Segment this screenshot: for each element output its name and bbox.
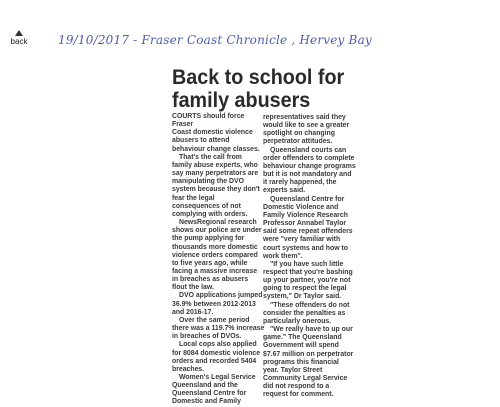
body-line: spotlight on changing bbox=[263, 130, 335, 138]
body-line: Queensland and the bbox=[172, 382, 238, 390]
body-line: Queensland courts can bbox=[270, 146, 347, 154]
body-line: Over the same period bbox=[179, 316, 250, 324]
body-line: breaches. bbox=[172, 365, 205, 373]
body-line: behaviour change classes. bbox=[172, 145, 260, 153]
body-line: there was a 119.7% increase bbox=[172, 325, 265, 333]
body-line: work them". bbox=[263, 252, 303, 260]
body-line: Queensland Centre for bbox=[172, 390, 247, 398]
body-line: Domestic Violence and bbox=[263, 203, 339, 211]
body-line: family abuse experts, who bbox=[172, 161, 258, 169]
body-line: respect that you're bashing bbox=[263, 268, 353, 276]
body-line: manipulating the DVO bbox=[172, 178, 244, 186]
body-line: That's the call from bbox=[179, 153, 242, 161]
body-line: up your partner, you're not bbox=[263, 277, 351, 285]
handwritten-annotation: 19/10/2017 - Fraser Coast Chronicle , Hervey Bay bbox=[58, 33, 372, 47]
body-line: Domestic and Family bbox=[172, 398, 241, 406]
body-line: flout the law. bbox=[172, 284, 214, 292]
body-line: Women's Legal Service bbox=[179, 374, 256, 381]
body-line: shows our police are under bbox=[172, 227, 262, 235]
body-line: facing a massive increase bbox=[172, 267, 258, 275]
body-line: Community Legal Service bbox=[263, 375, 348, 382]
body-line: fear the legal bbox=[172, 194, 215, 202]
body-line: but it is not mandatory and bbox=[263, 171, 352, 179]
body-line: did not respond to a bbox=[263, 383, 330, 391]
body-line: abusers to attend bbox=[172, 137, 230, 145]
body-line: Queensland Centre for bbox=[270, 195, 345, 203]
body-line: court systems and how to bbox=[263, 244, 348, 252]
headline-line-1: Back to school for bbox=[172, 66, 345, 89]
body-line: "If you have such little bbox=[270, 260, 344, 268]
body-line: game." The Queensland bbox=[263, 334, 342, 342]
back-label: back bbox=[10, 37, 28, 46]
headline-line-2: family abusers bbox=[172, 89, 311, 112]
body-line: thousands more domestic bbox=[172, 243, 258, 251]
body-line: 36.9% between 2012-2013 bbox=[172, 300, 256, 308]
body-line: order offenders to complete bbox=[263, 154, 355, 162]
body-line: behaviour change programs bbox=[263, 162, 356, 170]
body-line: and 2016-17. bbox=[172, 308, 214, 316]
body-line: COURTS should force Fraser bbox=[172, 113, 245, 129]
body-line: the pump applying for bbox=[172, 235, 245, 243]
body-line: "These offenders do not bbox=[270, 301, 350, 309]
body-line: to five years ago, while bbox=[172, 259, 248, 267]
body-line: were "very familiar with bbox=[263, 236, 341, 244]
body-line: request for comment. bbox=[263, 391, 334, 399]
body-line: Family Violence Research bbox=[263, 211, 348, 219]
body-line: experts said. bbox=[263, 187, 306, 195]
body-line: for 8084 domestic violence bbox=[172, 349, 261, 357]
body-line: DVO applications jumped bbox=[179, 292, 263, 300]
body-line: violence orders compared bbox=[172, 251, 258, 259]
body-line: $7.67 million on perpetrator bbox=[263, 350, 354, 358]
article-headline bbox=[172, 66, 360, 112]
body-line: system," Dr Taylor said. bbox=[263, 293, 342, 301]
body-line: particularly onerous. bbox=[263, 317, 332, 325]
body-line: say many perpetrators are bbox=[172, 170, 259, 178]
body-line: year. Taylor Street bbox=[263, 366, 323, 374]
body-line: going to respect the legal bbox=[263, 285, 347, 293]
body-line: consider the penalties as bbox=[263, 309, 346, 317]
body-line: complying with orders. bbox=[172, 210, 248, 218]
body-line: it rarely happened, the bbox=[263, 179, 337, 187]
back-button[interactable] bbox=[4, 30, 34, 46]
body-line: perpetrator attitudes. bbox=[263, 138, 333, 146]
body-line: Government will spend bbox=[263, 342, 339, 350]
body-line: orders and recorded 5404 bbox=[172, 357, 257, 365]
body-line: said some repeat offenders bbox=[263, 228, 353, 236]
body-line: Local cops also applied bbox=[179, 341, 257, 349]
article-column-1 bbox=[172, 113, 266, 407]
body-line: representatives said they bbox=[263, 114, 346, 121]
body-line: "We really have to up our bbox=[270, 326, 353, 334]
body-line: NewsRegional research bbox=[179, 219, 257, 227]
up-triangle-icon bbox=[15, 30, 23, 36]
article-column-2 bbox=[263, 114, 357, 399]
body-line: would like to see a greater bbox=[263, 122, 350, 130]
body-line: Coast domestic violence bbox=[172, 129, 253, 137]
body-line: Professor Annabel Taylor bbox=[263, 220, 347, 228]
body-line: in breaches as abusers bbox=[172, 276, 249, 284]
body-line: consequences of not bbox=[172, 202, 241, 210]
body-line: system because they don't bbox=[172, 186, 260, 194]
body-line: programs this financial bbox=[263, 358, 339, 366]
body-line: in breaches of DVOs. bbox=[172, 333, 242, 341]
